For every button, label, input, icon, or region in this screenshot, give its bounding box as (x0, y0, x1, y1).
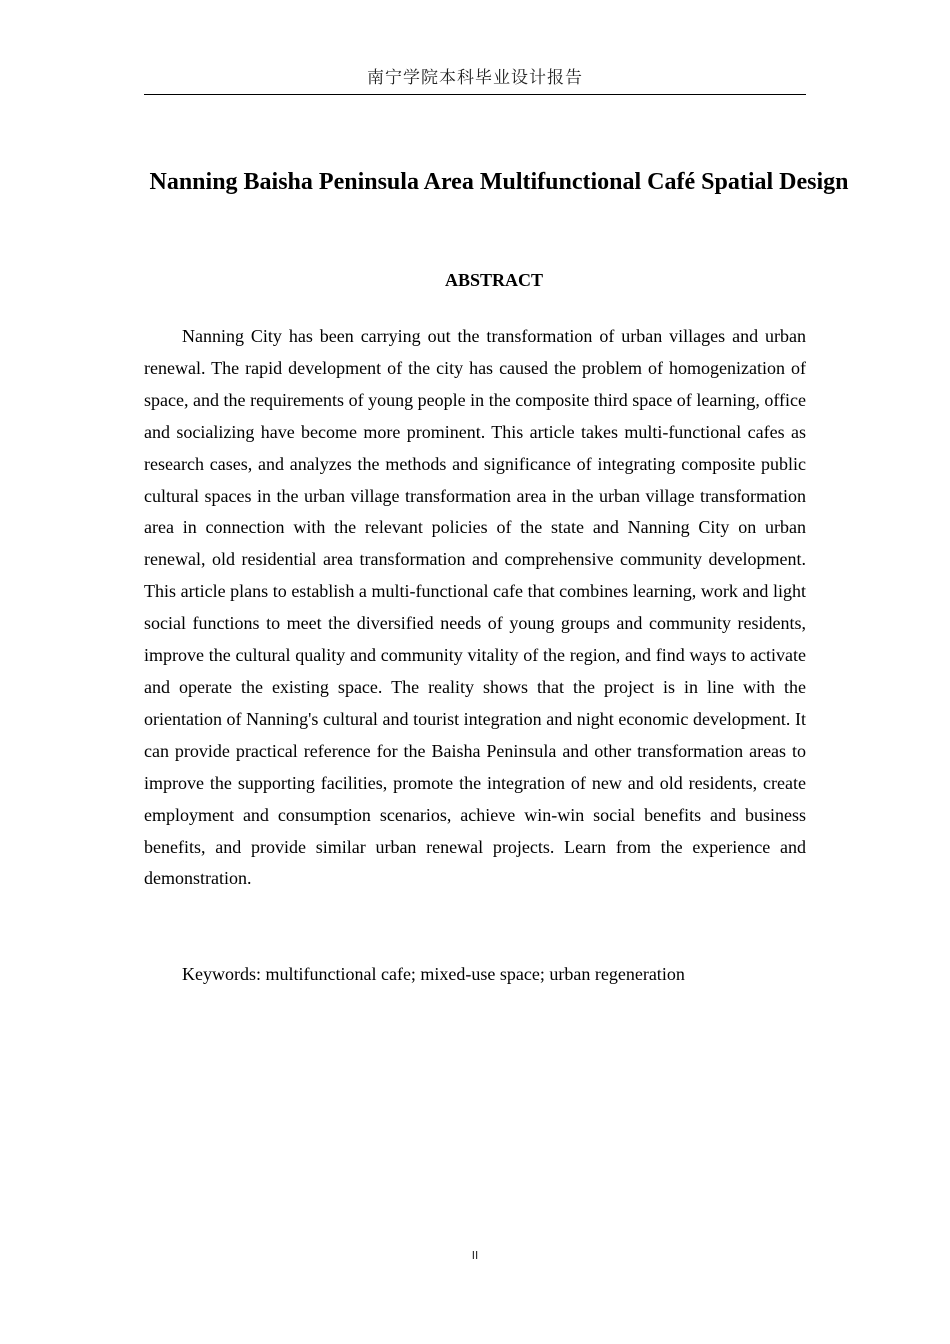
keywords-line: Keywords: multifunctional cafe; mixed-use space; urban regeneration (182, 964, 685, 984)
abstract-heading: ABSTRACT (444, 270, 544, 290)
page-number: II (471, 1249, 479, 1262)
header-rule (144, 94, 806, 95)
abstract-body: Nanning City has been carrying out the transformation of urban villages and urban renewal. The rapid development of the city has caused the problem of homogenization of space, and the requirements of young people in the composite third space of learning, office and socializing have become more prominent. This article takes multi-functional cafes as research cases, and analyzes the methods and significance of integrating composite public cultural spaces in the urban village transformation area in the urban village transformation area in connection with the relevant policies of the state and Nanning City on urban renewal, old residential area transformation and comprehensive community development. This article plans to establish a multi-functional cafe that combines learning, work and light social functions to meet the diversified needs of young groups and community residents, improve the cultural quality and community vitality of the region, and find ways to activate and operate the existing space. The reality shows that the project is in line with the orientation of Nanning's cultural and tourist integration and night economic development. It can provide practical reference for the Baisha Peninsula and other transformation areas to improve the supporting facilities, promote the integration of new and old residents, create employment and consumption scenarios, achieve win-win social benefits and business benefits, and provide similar urban renewal projects. Learn from the experience and demonstration. (144, 326, 806, 889)
document-title: Nanning Baisha Peninsula Area Multifunctional Café Spatial Design (149, 169, 849, 195)
running-header: 南宁学院本科毕业设计报告 (367, 68, 583, 88)
